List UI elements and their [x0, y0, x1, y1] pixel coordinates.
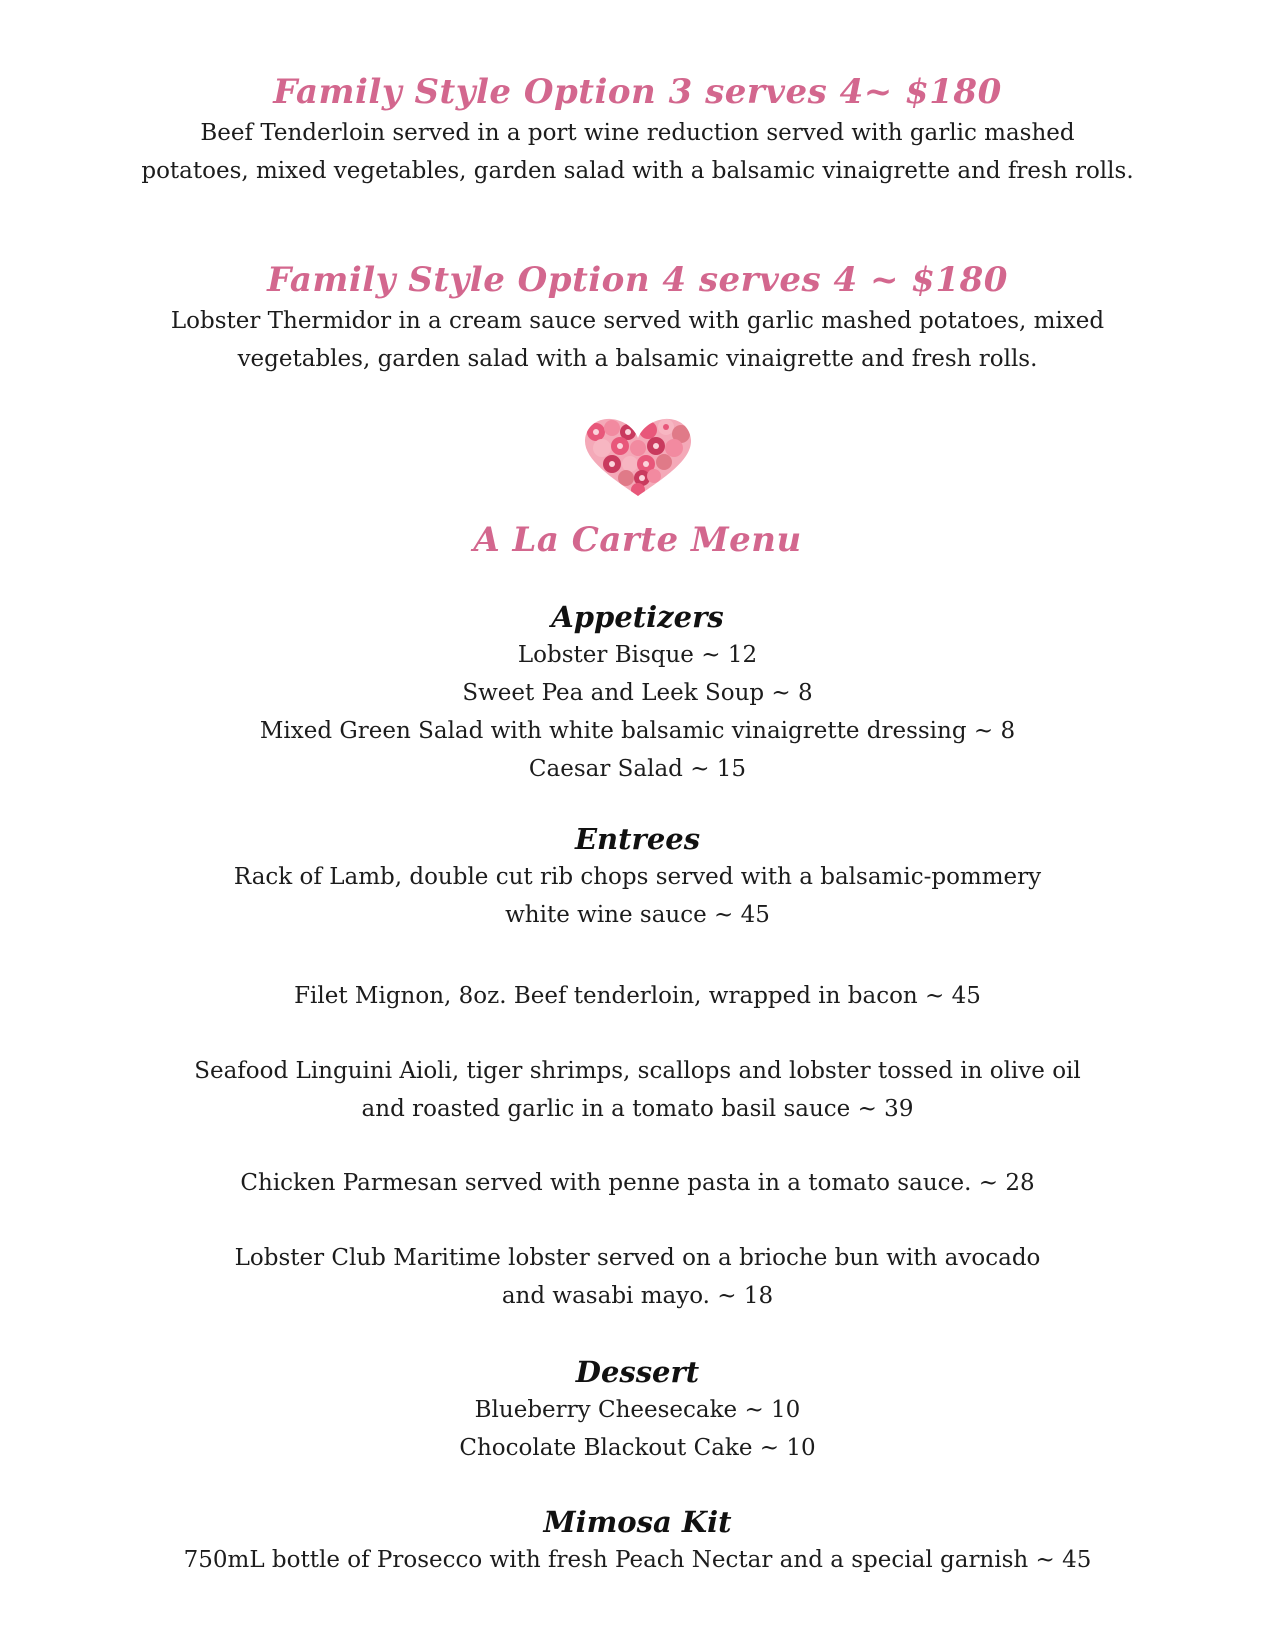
dessert-item: Chocolate Blackout Cake ~ 10 — [459, 1435, 816, 1461]
entree-club-line-1: Lobster Club Maritime lobster served on a brioche bun with avocado — [234, 1245, 1041, 1271]
entree-seafood-line-1: Seafood Linguini Aioli, tiger shrimps, scallops and lobster tossed in olive oil — [194, 1058, 1081, 1084]
entree-chicken-line: Chicken Parmesan served with penne pasta in a tomato sauce. ~ 28 — [240, 1170, 1035, 1196]
option-4-desc-line-2: vegetables, garden salad with a balsamic vinaigrette and fresh rolls. — [237, 346, 1038, 372]
appetizer-item: Caesar Salad ~ 15 — [528, 756, 747, 782]
family-style-option-3 — [0, 70, 1275, 190]
appetizers-heading: Appetizers — [551, 600, 724, 634]
option-3-desc-line-2: potatoes, mixed vegetables, garden salad with a balsamic vinaigrette and fresh rolls. — [141, 158, 1134, 184]
appetizers-section — [0, 598, 1275, 788]
mimosa-item: 750mL bottle of Prosecco with fresh Peach Nectar and a special garnish ~ 45 — [183, 1547, 1092, 1573]
entree-lamb-line-1: Rack of Lamb, double cut rib chops served with a balsamic-pommery — [233, 864, 1042, 890]
entree-filet-line: Filet Mignon, 8oz. Beef tenderloin, wrapped in bacon ~ 45 — [294, 983, 981, 1009]
entree-club-line-2: and wasabi mayo. ~ 18 — [501, 1283, 774, 1309]
entree-lamb-line-2: white wine sauce ~ 45 — [505, 902, 770, 928]
a-la-carte-section — [0, 518, 1275, 562]
appetizer-item: Lobster Bisque ~ 12 — [517, 642, 758, 668]
option-3-title: Family Style Option 3 serves 4~ $180 — [273, 72, 1002, 112]
entrees-section — [0, 820, 1275, 934]
appetizer-item: Mixed Green Salad with white balsamic vinaigrette dressing ~ 8 — [259, 718, 1016, 744]
dessert-item: Blueberry Cheesecake ~ 10 — [474, 1397, 801, 1423]
floral-heart-graphic — [582, 418, 694, 498]
entree-chicken — [0, 1164, 1275, 1202]
entree-club — [0, 1239, 1275, 1315]
appetizer-item: Sweet Pea and Leek Soup ~ 8 — [462, 680, 813, 706]
entree-seafood — [0, 1052, 1275, 1128]
a-la-carte-title: A La Carte Menu — [473, 520, 802, 560]
entrees-heading: Entrees — [574, 822, 701, 856]
mimosa-heading: Mimosa Kit — [543, 1505, 732, 1539]
option-4-title: Family Style Option 4 serves 4 ~ $180 — [267, 260, 1008, 300]
family-style-option-4 — [0, 258, 1275, 378]
option-4-desc-line-1: Lobster Thermidor in a cream sauce served with garlic mashed potatoes, mixed — [170, 308, 1105, 334]
option-3-desc-line-1: Beef Tenderloin served in a port wine reduction served with garlic mashed — [200, 120, 1075, 146]
mimosa-section — [0, 1503, 1275, 1579]
dessert-heading: Dessert — [575, 1355, 700, 1389]
entree-seafood-line-2: and roasted garlic in a tomato basil sauce ~ 39 — [361, 1096, 914, 1122]
dessert-section — [0, 1353, 1275, 1467]
floral-heart-icon — [582, 418, 694, 498]
entree-filet — [0, 977, 1275, 1015]
